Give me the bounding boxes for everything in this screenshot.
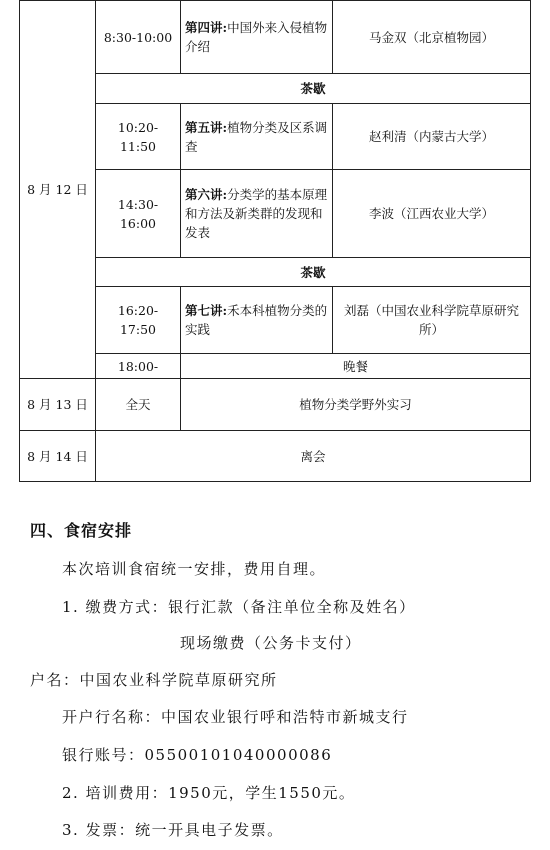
speaker-cell: 马金双（北京植物园） [333,1,531,74]
departure-cell: 离会 [96,431,531,482]
table-row [20,74,531,104]
lecture-title: 分类学的基本原理和方法及新类群的发现和发表 [185,187,328,240]
dinner-cell: 晚餐 [181,354,531,379]
tea-break: 茶歇 [96,258,531,287]
date-cell: 8 月 13 日 [20,379,96,431]
account-name: 户名：中国农业科学院草原研究所 [30,671,278,689]
time-cell: 全天 [96,379,181,431]
table-row [20,170,531,258]
lecture-topic [181,170,333,258]
lecture-title: 禾本科植物分类的实践 [185,303,328,337]
table-row [20,379,531,431]
lecture-number: 第五讲: [185,119,228,135]
date-cell: 8 月 12 日 [20,1,96,379]
intro-text: 本次培训食宿统一安排，费用自理。 [62,560,327,578]
speaker-cell: 赵利清（内蒙古大学） [333,104,531,170]
schedule-table [19,0,531,482]
speaker-cell: 刘磊（中国农业科学院草原研究所） [333,287,531,354]
invoice-info: 3. 发票：统一开具电子发票。 [62,821,284,839]
lecture-topic [181,1,333,74]
time-cell: 10:20-11:50 [96,104,181,170]
onsite-payment: 现场缴费（公务卡支付） [180,634,362,652]
lecture-topic [181,287,333,354]
lecture-number: 第七讲: [185,303,228,318]
date-cell: 8 月 14 日 [20,431,96,482]
table-row [20,1,531,74]
time-cell: 18:00- [96,354,181,379]
table-row [20,431,531,482]
field-practice-cell: 植物分类学野外实习 [181,379,531,431]
section-heading: 四、食宿安排 [30,521,133,540]
table-row [20,354,531,379]
table-row [20,287,531,354]
lecture-number: 第四讲: [185,20,228,35]
bank-name: 开户行名称：中国农业银行呼和浩特市新城支行 [62,708,409,726]
time-cell: 8:30-10:00 [96,1,181,74]
training-fee: 2. 培训费用：1950元，学生1550元。 [62,784,356,802]
time-cell: 16:20-17:50 [96,287,181,354]
lecture-title: 中国外来入侵植物介绍 [185,20,328,54]
lecture-title: 植物分类及区系调查 [185,119,328,154]
payment-method: 1. 缴费方式：银行汇款（备注单位全称及姓名） [62,598,416,616]
account-number: 银行账号：05500101040000086 [62,746,333,764]
table-row [20,258,531,287]
lecture-number: 第六讲: [185,187,228,202]
table-row [20,104,531,170]
lecture-topic [181,104,333,170]
time-cell: 14:30-16:00 [96,170,181,258]
tea-break: 茶歇 [96,74,531,104]
speaker-cell: 李波（江西农业大学） [333,170,531,258]
